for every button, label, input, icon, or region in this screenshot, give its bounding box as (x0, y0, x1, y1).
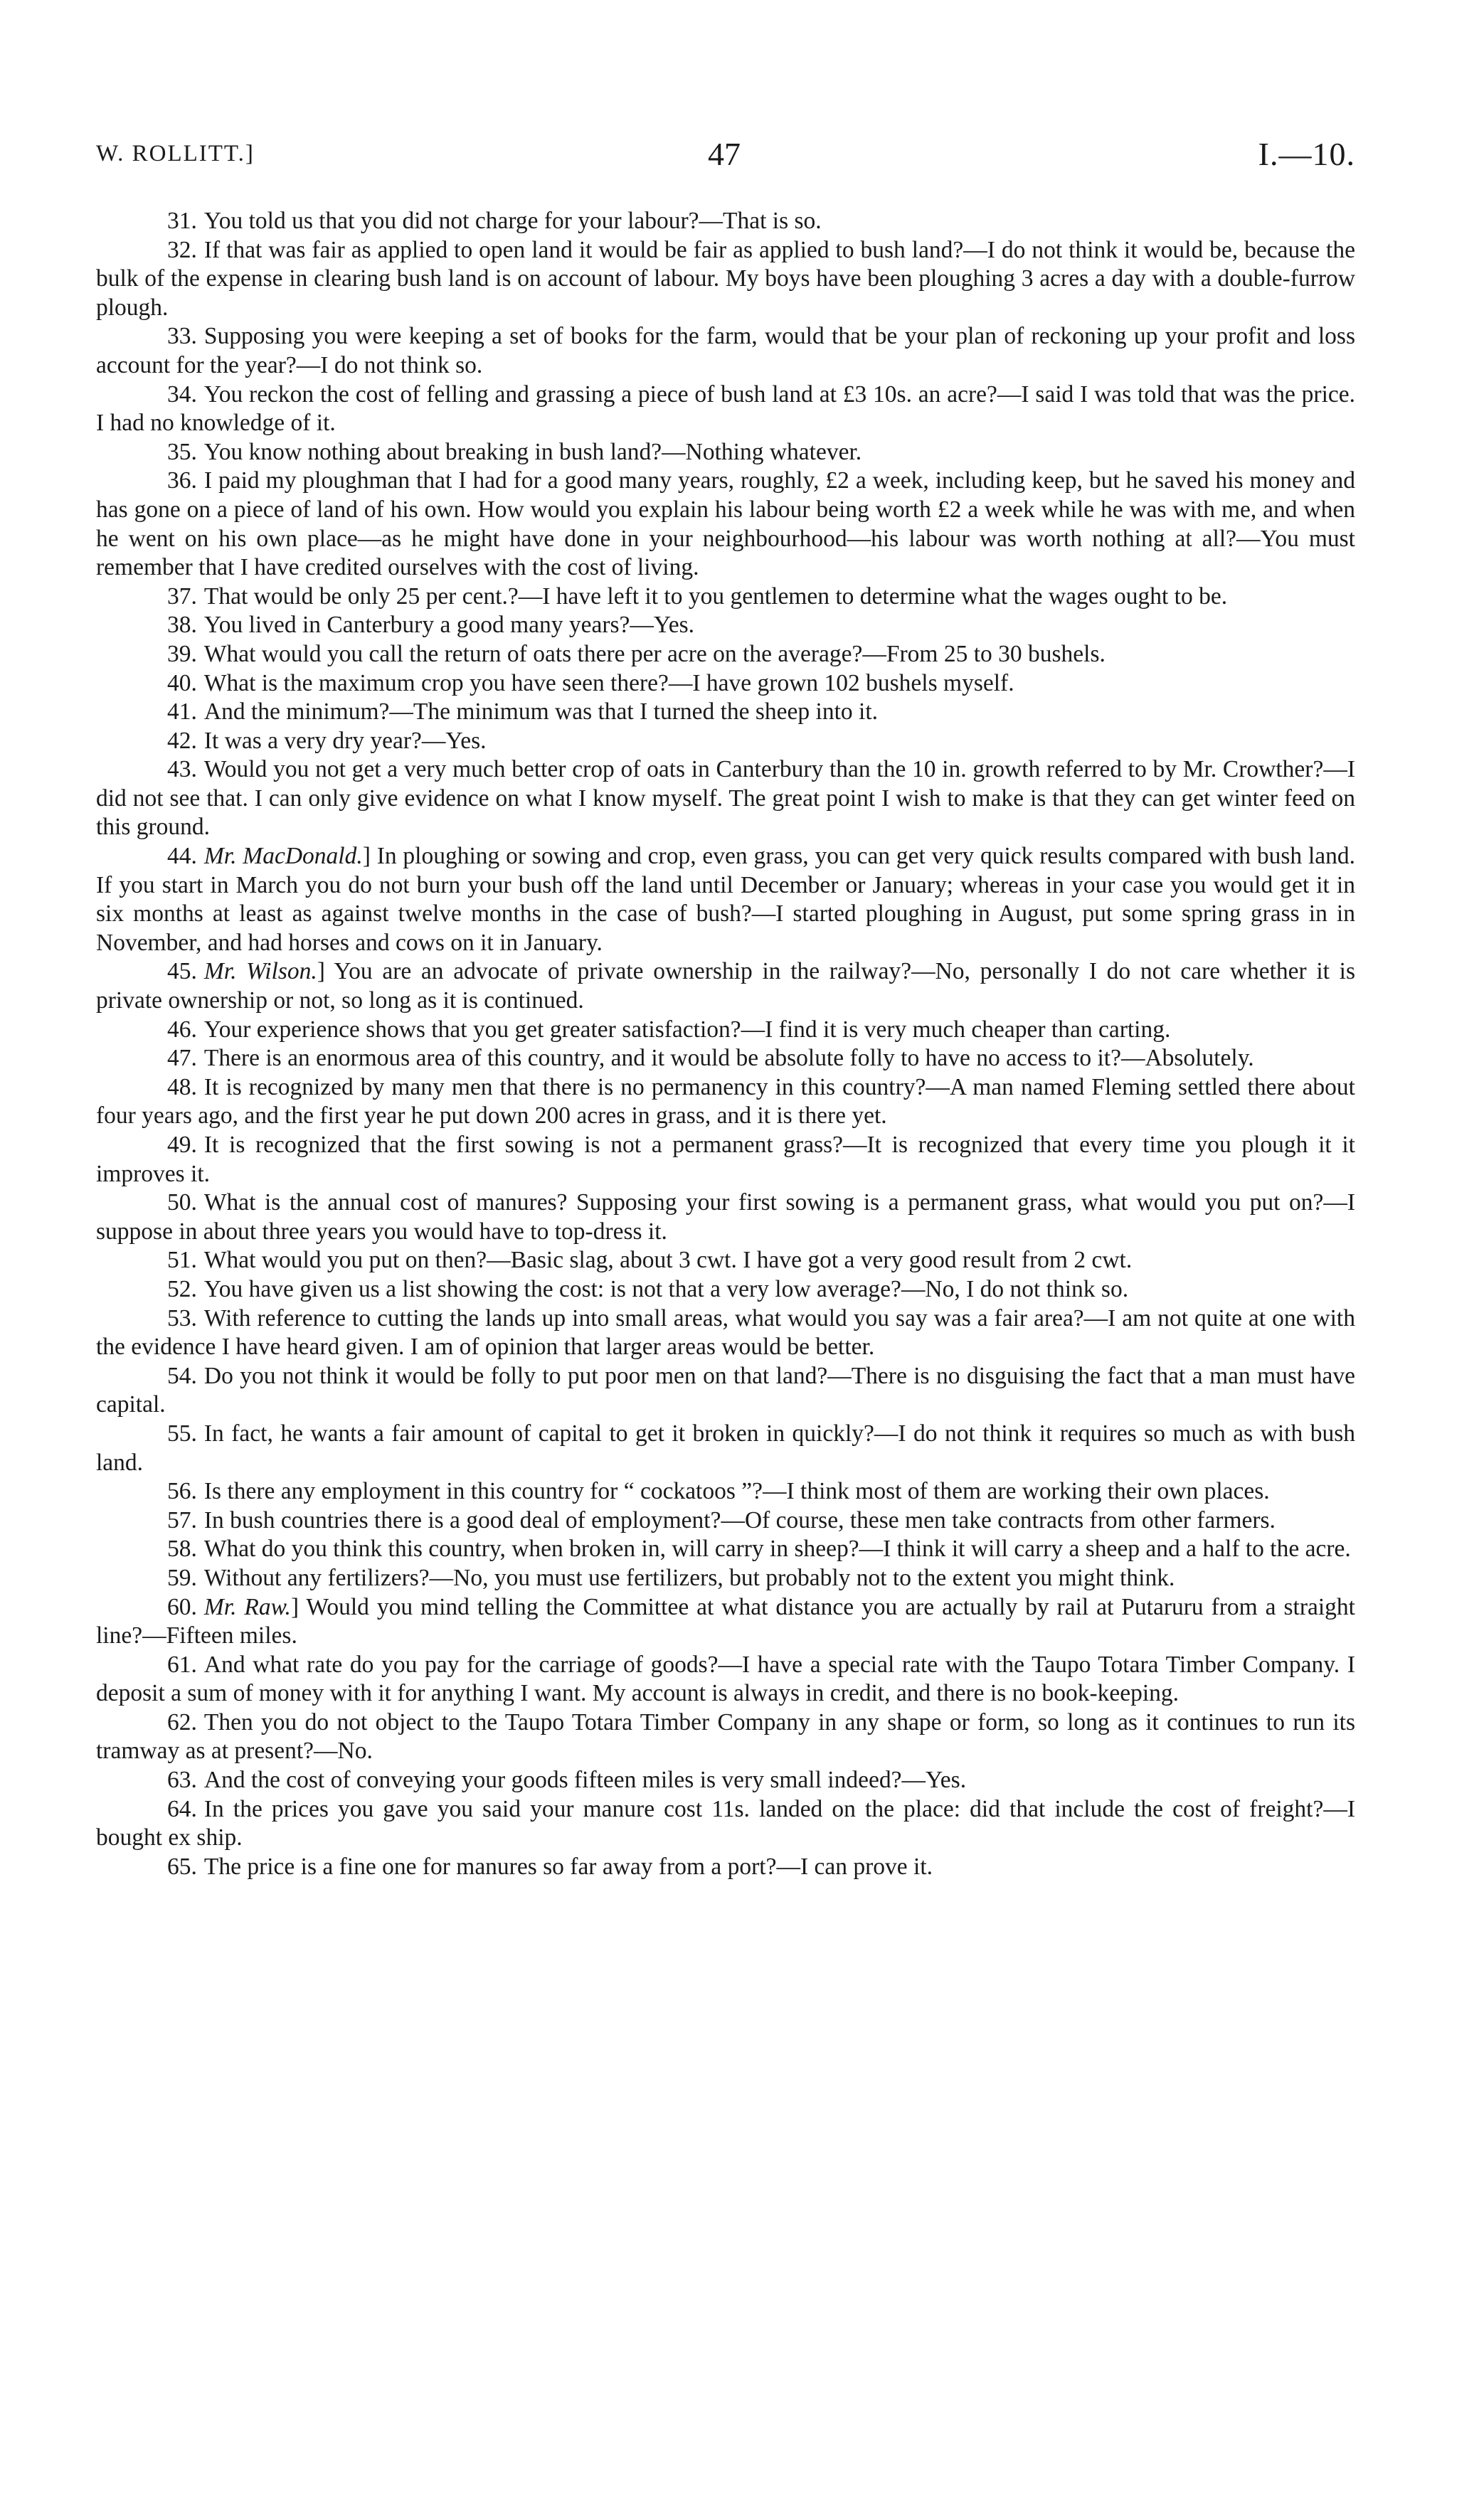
question-answer-paragraph (96, 842, 1355, 957)
question-number: 36. (167, 467, 197, 494)
question-number: 43. (167, 756, 197, 783)
question-answer-text: Would you mind telling the Committee at what distance you are actually by rail at Putaruru from a straight line?—Fifteen miles. (96, 1593, 1355, 1649)
question-answer-paragraph (96, 1708, 1355, 1766)
question-answer-text: And what rate do you pay for the carriage of goods?—I have a special rate with the Taupo Totara Timber Company. I deposit a sum of money with it for anything I want. My account is always in credit, and there is no book-keeping. (96, 1651, 1355, 1707)
question-number: 35. (167, 438, 197, 465)
question-number: 57. (167, 1506, 197, 1533)
question-number: 51. (167, 1247, 197, 1274)
speaker-bracket: ] (290, 1593, 299, 1620)
question-answer-paragraph (96, 1564, 1355, 1593)
question-answer-text: Do you not think it would be folly to put poor men on that land?—There is no disguising the fact that a man must have capital. (96, 1362, 1355, 1418)
question-answer-text: It was a very dry year?—Yes. (203, 727, 487, 754)
question-number: 44. (167, 843, 197, 870)
question-answer-text: That would be only 25 per cent.?—I have left it to you gentlemen to determine what the wages ought to be. (203, 583, 1228, 610)
question-number: 55. (167, 1420, 197, 1447)
question-answer-paragraph (96, 236, 1355, 323)
question-answer-text: With reference to cutting the lands up into small areas, what would you say was a fair area?—I am not quite at one with the evidence I have heard given. I am of opinion that larger areas would be better. (96, 1304, 1355, 1361)
question-number: 45. (167, 958, 197, 985)
question-answer-paragraph (96, 1246, 1355, 1275)
question-number: 34. (167, 381, 197, 408)
question-number: 49. (167, 1132, 197, 1158)
question-answer-paragraph (96, 322, 1355, 380)
question-number: 50. (167, 1189, 197, 1216)
question-answer-paragraph (96, 1016, 1355, 1045)
question-answer-text: Would you not get a very much better crop of oats in Canterbury than the 10 in. growth referred to by Mr. Crowther?—I did not see that. I can only give evidence on what I know myself. The great point I wish to make is that they can get winter feed on this ground. (96, 756, 1355, 841)
question-answer-paragraph (96, 698, 1355, 727)
question-number: 33. (167, 323, 197, 350)
question-number: 56. (167, 1478, 197, 1505)
question-answer-text: There is an enormous area of this country, and it would be absolute folly to have no access to it?—Absolutely. (203, 1045, 1254, 1072)
witness-name: W. ROLLITT.] (96, 141, 255, 166)
question-answer-paragraph (96, 640, 1355, 669)
speaker-bracket: ] (362, 843, 371, 870)
question-answer-paragraph (96, 1044, 1355, 1073)
question-answer-text: In ploughing or sowing and crop, even grass, you can get very quick results compared with bush land. If you start in March you do not burn your bush off the land until December or January; whereas in your case you would get it in six months at least as against twelve months in the case of bush?—I started ploughing in August, put some spring grass in in November, and had horses and cows on it in January. (96, 843, 1355, 956)
question-number: 65. (167, 1853, 197, 1880)
question-answer-paragraph (96, 727, 1355, 756)
question-answer-paragraph (96, 207, 1355, 236)
question-number: 32. (167, 236, 197, 263)
question-answer-text: What would you call the return of oats there per acre on the average?—From 25 to 30 bushels. (203, 640, 1106, 667)
question-answer-paragraph (96, 1535, 1355, 1564)
question-answer-paragraph (96, 957, 1355, 1015)
question-number: 42. (167, 727, 197, 754)
question-answer-paragraph (96, 669, 1355, 698)
question-answer-text: Is there any employment in this country for “ cockatoos ”?—I think most of them are working their own places. (203, 1478, 1270, 1505)
question-number: 37. (167, 583, 197, 610)
question-answer-paragraph (96, 611, 1355, 640)
question-answer-text: The price is a fine one for manures so far away from a port?—I can prove it. (203, 1853, 933, 1880)
question-answer-text: In fact, he wants a fair amount of capital to get it broken in quickly?—I do not think it requires so much as with bush land. (96, 1420, 1355, 1476)
question-answer-text: If that was fair as applied to open land it would be fair as applied to bush land?—I do not think it would be, because the bulk of the expense in clearing bush land is on account of labour. My boys have been ploughing 3 acres a day with a double-furrow plough. (96, 236, 1355, 321)
question-answer-paragraph (96, 1362, 1355, 1420)
question-number: 40. (167, 669, 197, 696)
question-answer-text: You have given us a list showing the cost: is not that a very low average?—No, I do not think so. (203, 1275, 1129, 1302)
question-answer-text: You know nothing about breaking in bush land?—Nothing whatever. (203, 438, 862, 465)
question-answer-text: Then you do not object to the Taupo Totara Timber Company in any shape or form, so long as it continues to run its tramway as at present?—No. (96, 1708, 1355, 1765)
page-header (96, 135, 1355, 178)
question-number: 58. (167, 1536, 197, 1563)
question-number: 47. (167, 1045, 197, 1072)
question-answer-paragraph (96, 467, 1355, 582)
question-number: 41. (167, 698, 197, 725)
question-number: 54. (167, 1362, 197, 1389)
question-answer-text: You reckon the cost of felling and grassing a piece of bush land at £3 10s. an acre?—I said I was told that was the price. I had no knowledge of it. (96, 381, 1355, 437)
question-answer-text: In the prices you gave you said your manure cost 11s. landed on the place: did that include the cost of freight?—I bought ex ship. (96, 1795, 1355, 1851)
question-answer-text: What would you put on then?—Basic slag, about 3 cwt. I have got a very good result from 2 cwt. (203, 1247, 1133, 1274)
question-number: 39. (167, 640, 197, 667)
question-number: 53. (167, 1304, 197, 1331)
questioner-name: Mr. MacDonald. (203, 843, 363, 870)
document-reference: I.—10. (1258, 136, 1355, 172)
question-number: 38. (167, 612, 197, 639)
question-answer-paragraph (96, 1766, 1355, 1795)
question-number: 60. (167, 1593, 197, 1620)
question-answer-text: Your experience shows that you get greater satisfaction?—I find it is very much cheaper than carting. (203, 1016, 1171, 1043)
question-answer-paragraph (96, 1651, 1355, 1708)
questioner-name: Mr. Wilson. (203, 958, 317, 985)
question-number: 63. (167, 1767, 197, 1794)
question-answer-paragraph (96, 1853, 1355, 1882)
question-answer-text: And the minimum?—The minimum was that I turned the sheep into it. (203, 698, 879, 725)
question-answer-text: In bush countries there is a good deal of employment?—Of course, these men take contracts from other farmers. (203, 1506, 1276, 1533)
question-answer-paragraph (96, 1477, 1355, 1506)
question-answer-paragraph (96, 1275, 1355, 1304)
question-number: 64. (167, 1795, 197, 1822)
question-answer-text: I paid my ploughman that I had for a good many years, roughly, £2 a week, including keep, but he saved his money and has gone on a piece of land of his own. How would you explain his labour being worth £2 a week while he was with me, and when he went on his own place—as he might have done in your neighbourhood—his labour was worth nothing at all?—You must remember that I have credited ourselves with the cost of living. (96, 467, 1355, 581)
question-answer-text: Without any fertilizers?—No, you must use fertilizers, but probably not to the extent you might think. (203, 1564, 1175, 1591)
question-number: 61. (167, 1651, 197, 1678)
question-answer-text: Supposing you were keeping a set of books for the farm, would that be your plan of reckoning up your profit and loss account for the year?—I do not think so. (96, 323, 1355, 378)
question-answer-text: What is the maximum crop you have seen there?—I have grown 102 bushels myself. (203, 669, 1014, 696)
speaker-bracket: ] (317, 958, 325, 985)
question-answer-text: It is recognized that the first sowing is not a permanent grass?—It is recognized that every time you plough it it improves it. (96, 1132, 1355, 1187)
question-number: 59. (167, 1564, 197, 1591)
question-number: 52. (167, 1275, 197, 1302)
question-answer-text: You told us that you did not charge for your labour?—That is so. (203, 208, 822, 234)
question-number: 48. (167, 1073, 197, 1100)
evidence-transcript (96, 207, 1355, 1881)
page-number: 47 (708, 136, 741, 172)
question-answer-text: You lived in Canterbury a good many years?—Yes. (203, 612, 695, 639)
question-answer-text: It is recognized by many men that there is no permanency in this country?—A man named Fleming settled there about four years ago, and the first year he put down 200 acres in grass, and it is there yet. (96, 1073, 1355, 1129)
question-answer-paragraph (96, 1189, 1355, 1246)
question-number: 31. (167, 208, 197, 234)
question-answer-paragraph (96, 1131, 1355, 1189)
question-answer-paragraph (96, 1593, 1355, 1651)
question-answer-paragraph (96, 381, 1355, 438)
question-answer-paragraph (96, 1304, 1355, 1362)
question-answer-paragraph (96, 1506, 1355, 1536)
question-answer-paragraph (96, 1795, 1355, 1853)
question-answer-text: And the cost of conveying your goods fifteen miles is very small indeed?—Yes. (203, 1767, 967, 1794)
question-answer-text: What do you think this country, when broken in, will carry in sheep?—I think it will carry a sheep and a half to the acre. (203, 1536, 1351, 1563)
question-number: 46. (167, 1016, 197, 1043)
questioner-name: Mr. Raw. (203, 1593, 291, 1620)
question-answer-paragraph (96, 755, 1355, 842)
question-number: 62. (167, 1708, 197, 1735)
question-answer-paragraph (96, 1420, 1355, 1477)
question-answer-text: You are an advocate of private ownership in the railway?—No, personally I do not care whether it is private ownership or not, so long as it is continued. (96, 958, 1355, 1014)
question-answer-paragraph (96, 1073, 1355, 1131)
question-answer-text: What is the annual cost of manures? Supposing your first sowing is a permanent grass, what would you put on?—I suppose in about three years you would have to top-dress it. (96, 1189, 1355, 1245)
question-answer-paragraph (96, 438, 1355, 467)
question-answer-paragraph (96, 583, 1355, 612)
